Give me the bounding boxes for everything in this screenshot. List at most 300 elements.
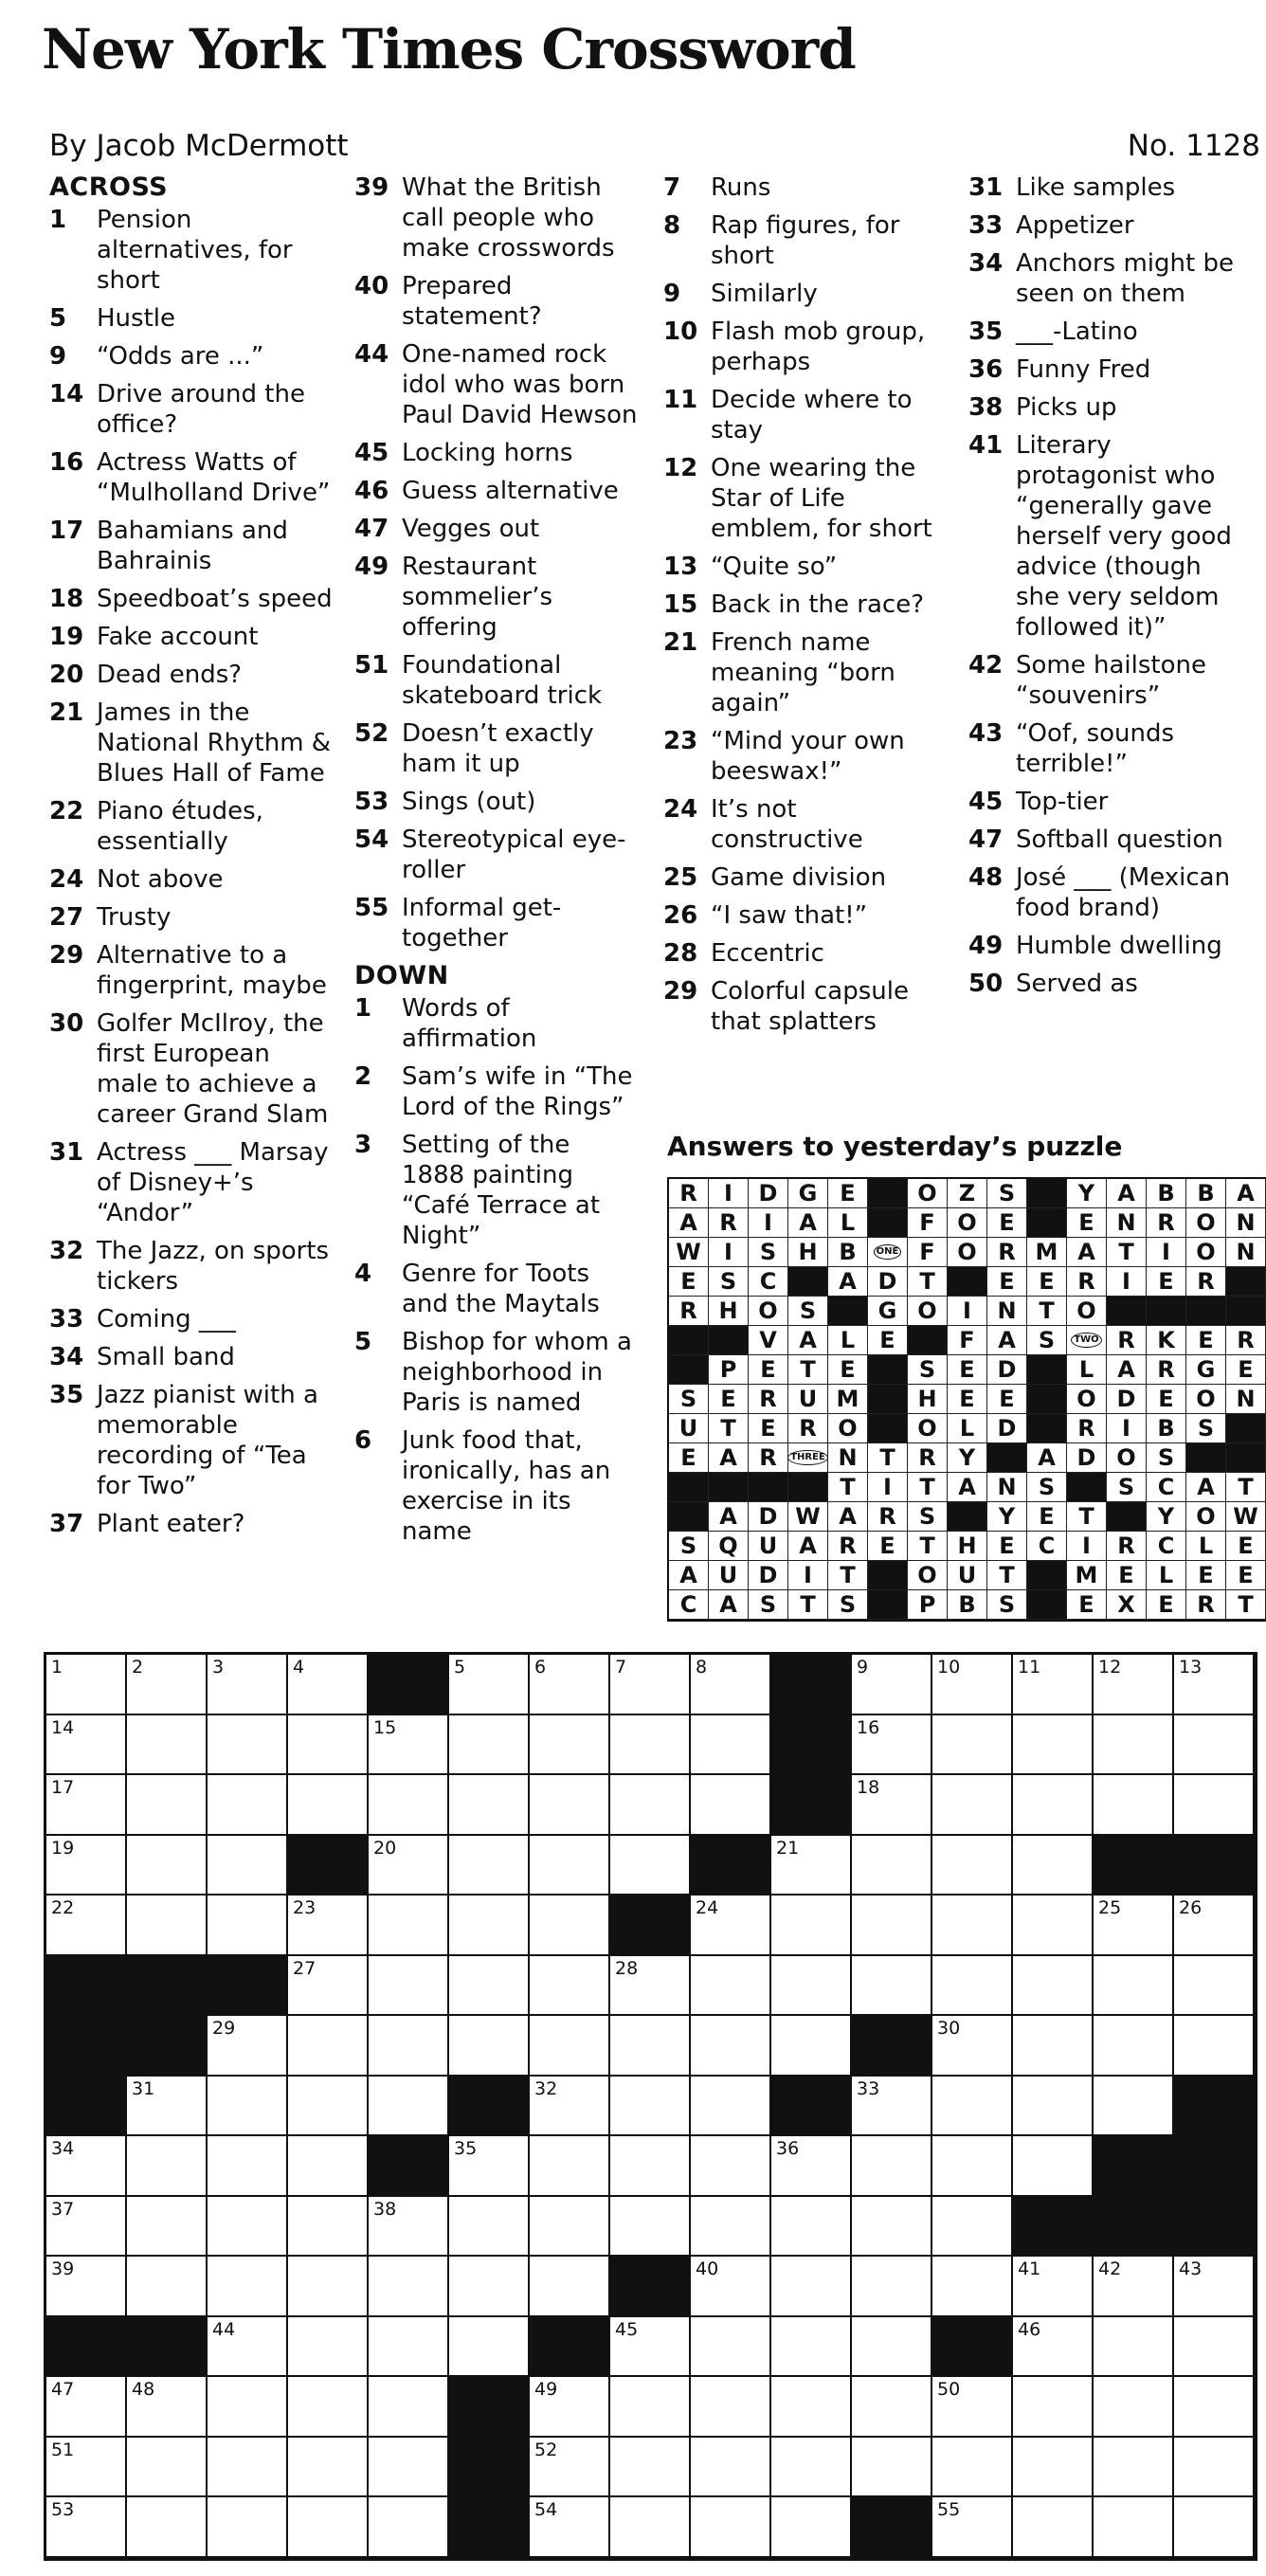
- grid-cell[interactable]: [1013, 2497, 1094, 2558]
- down-clue-41[interactable]: [968, 430, 1253, 643]
- cell-number: 33: [857, 2077, 880, 2099]
- grid-cell[interactable]: [288, 2136, 369, 2197]
- across-clue-17[interactable]: [49, 516, 334, 576]
- grid-cell[interactable]: [288, 2497, 369, 2558]
- grid-cell[interactable]: [1094, 1956, 1174, 2017]
- down-clue-24[interactable]: [663, 794, 948, 855]
- down-clue-42[interactable]: [968, 650, 1253, 711]
- grid-cell[interactable]: [449, 2317, 530, 2378]
- grid-cell[interactable]: [1013, 2317, 1094, 2378]
- down-clue-15[interactable]: [663, 590, 948, 620]
- down-clue-35[interactable]: [968, 317, 1253, 347]
- across-clue-45[interactable]: [354, 438, 639, 468]
- grid-cell[interactable]: [449, 2016, 530, 2077]
- grid-cell[interactable]: [208, 2257, 288, 2317]
- grid-cell[interactable]: [127, 2197, 208, 2258]
- grid-cell[interactable]: [932, 1896, 1013, 1956]
- grid-cell[interactable]: [1174, 1715, 1255, 1776]
- grid-cell[interactable]: [1013, 1715, 1094, 1776]
- grid-cell[interactable]: [369, 1775, 449, 1836]
- grid-cell[interactable]: [610, 1775, 691, 1836]
- grid-cell[interactable]: [691, 2197, 771, 2258]
- grid-cell[interactable]: [127, 2077, 208, 2137]
- grid-cell[interactable]: [932, 1715, 1013, 1776]
- grid-cell[interactable]: [288, 1775, 369, 1836]
- grid-cell[interactable]: [852, 1836, 932, 1896]
- grid-cell[interactable]: [1013, 1836, 1094, 1896]
- across-clue-21[interactable]: [49, 698, 334, 789]
- cell-number: 54: [534, 2499, 558, 2520]
- down-clue-25[interactable]: [663, 862, 948, 893]
- across-clue-37[interactable]: [49, 1509, 334, 1539]
- across-clue-51[interactable]: [354, 650, 639, 711]
- grid-cell[interactable]: [449, 1715, 530, 1776]
- across-clue-9[interactable]: [49, 341, 334, 372]
- grid-cell[interactable]: [127, 2257, 208, 2317]
- grid-cell[interactable]: [369, 2438, 449, 2498]
- grid-cell[interactable]: [852, 1715, 932, 1776]
- across-clue-31[interactable]: [49, 1137, 334, 1228]
- grid-cell[interactable]: [852, 1655, 932, 1715]
- grid-cell[interactable]: [530, 2257, 610, 2317]
- down-clue-45[interactable]: [968, 787, 1253, 817]
- grid-cell[interactable]: [127, 1836, 208, 1896]
- answer-cell: S: [908, 1502, 948, 1532]
- grid-cell[interactable]: [1094, 2077, 1174, 2137]
- grid-cell[interactable]: [852, 2136, 932, 2197]
- grid-cell[interactable]: [127, 2497, 208, 2558]
- grid-cell[interactable]: [369, 2077, 449, 2137]
- across-clue-22[interactable]: [49, 796, 334, 857]
- down-clue-23[interactable]: [663, 726, 948, 787]
- down-clue-2[interactable]: [354, 1061, 639, 1122]
- grid-cell[interactable]: [932, 1775, 1013, 1836]
- down-clue-1[interactable]: [354, 993, 639, 1054]
- grid-cell[interactable]: [46, 2377, 127, 2438]
- answer-cell: T: [828, 1561, 868, 1590]
- grid-cell[interactable]: [1013, 2438, 1094, 2498]
- grid-cell[interactable]: [288, 2077, 369, 2137]
- grid-cell[interactable]: [610, 2377, 691, 2438]
- grid-cell[interactable]: [369, 2197, 449, 2258]
- grid-cell[interactable]: [691, 2377, 771, 2438]
- grid-cell[interactable]: [127, 2377, 208, 2438]
- grid-cell[interactable]: [610, 2016, 691, 2077]
- grid-cell[interactable]: [369, 2377, 449, 2438]
- clue-number: 40: [354, 272, 389, 300]
- clue-text: Doesn’t exactly ham it up: [402, 719, 594, 778]
- grid-cell[interactable]: [46, 2136, 127, 2197]
- grid-cell[interactable]: [449, 1836, 530, 1896]
- grid-cell[interactable]: [1094, 1655, 1174, 1715]
- grid-cell[interactable]: [369, 2497, 449, 2558]
- down-clue-38[interactable]: [968, 392, 1253, 423]
- grid-cell[interactable]: [691, 1896, 771, 1956]
- grid-cell[interactable]: [932, 2257, 1013, 2317]
- grid-cell[interactable]: [530, 2497, 610, 2558]
- down-clue-28[interactable]: [663, 938, 948, 969]
- grid-cell[interactable]: [369, 1715, 449, 1776]
- grid-cell[interactable]: [530, 1896, 610, 1956]
- grid-cell[interactable]: [771, 1836, 852, 1896]
- grid-cell[interactable]: [449, 1956, 530, 2017]
- grid-cell[interactable]: [691, 2497, 771, 2558]
- grid-cell[interactable]: [127, 1655, 208, 1715]
- grid-cell[interactable]: [530, 1956, 610, 2017]
- grid-cell[interactable]: [1174, 1775, 1255, 1836]
- grid-cell[interactable]: [208, 2016, 288, 2077]
- down-clue-26[interactable]: [663, 900, 948, 931]
- down-clue-7[interactable]: [663, 172, 948, 203]
- grid-cell[interactable]: [530, 2016, 610, 2077]
- grid-cell[interactable]: [1174, 2497, 1255, 2558]
- down-clue-6[interactable]: [354, 1425, 639, 1547]
- grid-cell[interactable]: [1013, 1956, 1094, 2017]
- grid-cell[interactable]: [1174, 2317, 1255, 2378]
- grid-cell[interactable]: [208, 2377, 288, 2438]
- grid-cell[interactable]: [771, 2016, 852, 2077]
- grid-cell[interactable]: [1174, 2016, 1255, 2077]
- grid-cell[interactable]: [369, 2257, 449, 2317]
- across-clue-55[interactable]: [354, 893, 639, 953]
- across-clue-27[interactable]: [49, 902, 334, 933]
- across-clue-29[interactable]: [49, 940, 334, 1001]
- grid-cell[interactable]: [288, 2317, 369, 2378]
- across-clue-54[interactable]: [354, 825, 639, 885]
- across-clue-19[interactable]: [49, 622, 334, 652]
- grid-cell[interactable]: [610, 2197, 691, 2258]
- grid-cell[interactable]: [932, 2136, 1013, 2197]
- across-clue-47[interactable]: [354, 514, 639, 544]
- down-clue-43[interactable]: [968, 718, 1253, 779]
- down-clue-34[interactable]: [968, 248, 1253, 309]
- grid-cell[interactable]: [610, 1836, 691, 1896]
- down-clue-49[interactable]: [968, 931, 1253, 961]
- grid-cell[interactable]: [771, 2257, 852, 2317]
- grid-cell[interactable]: [1094, 1896, 1174, 1956]
- grid-cell[interactable]: [691, 2257, 771, 2317]
- grid-cell[interactable]: [46, 1715, 127, 1776]
- grid-cell[interactable]: [1094, 2257, 1174, 2317]
- clue-text: Back in the race?: [711, 590, 924, 619]
- grid-cell[interactable]: [449, 2136, 530, 2197]
- grid-cell[interactable]: [771, 1896, 852, 1956]
- grid-cell[interactable]: [1013, 2077, 1094, 2137]
- grid-cell[interactable]: [932, 1655, 1013, 1715]
- across-clue-5[interactable]: [49, 303, 334, 334]
- grid-cell[interactable]: [1174, 1655, 1255, 1715]
- grid-cell[interactable]: [530, 2136, 610, 2197]
- grid-cell[interactable]: [1094, 2497, 1174, 2558]
- black-square: [610, 2257, 691, 2317]
- down-clue-4[interactable]: [354, 1259, 639, 1319]
- grid-cell[interactable]: [1094, 2438, 1174, 2498]
- grid-cell[interactable]: [127, 2438, 208, 2498]
- grid-cell[interactable]: [1174, 1956, 1255, 2017]
- grid-cell[interactable]: [932, 2197, 1013, 2258]
- answer-cell: R: [908, 1443, 948, 1473]
- grid-cell[interactable]: [771, 2197, 852, 2258]
- clue-text: Literary protagonist who “generally gave herself very good advice (though she very seldom followed it)”: [1016, 431, 1232, 642]
- grid-cell[interactable]: [852, 1956, 932, 2017]
- grid-cell[interactable]: [932, 1836, 1013, 1896]
- clue-text: What the British call people who make crosswords: [402, 173, 615, 263]
- grid-cell[interactable]: [852, 2377, 932, 2438]
- grid-cell[interactable]: [691, 1715, 771, 1776]
- across-clue-46[interactable]: [354, 476, 639, 506]
- down-clue-47[interactable]: [968, 825, 1253, 855]
- grid-cell[interactable]: [208, 2438, 288, 2498]
- grid-cell[interactable]: [208, 1896, 288, 1956]
- down-clue-9[interactable]: [663, 279, 948, 309]
- grid-cell[interactable]: [1094, 2016, 1174, 2077]
- grid-cell[interactable]: [208, 2077, 288, 2137]
- grid-cell[interactable]: [771, 2317, 852, 2378]
- grid-cell[interactable]: [771, 2497, 852, 2558]
- grid-cell[interactable]: [691, 2016, 771, 2077]
- cell-number: 55: [937, 2499, 961, 2520]
- grid-cell[interactable]: [610, 2317, 691, 2378]
- down-clue-11[interactable]: [663, 385, 948, 445]
- answer-cell: E: [868, 1326, 908, 1355]
- grid-cell[interactable]: [369, 2016, 449, 2077]
- answer-cell: T: [987, 1561, 1027, 1590]
- grid-cell[interactable]: [610, 1715, 691, 1776]
- grid-cell[interactable]: [852, 1896, 932, 1956]
- grid-cell[interactable]: [449, 1896, 530, 1956]
- across-clue-34[interactable]: [49, 1342, 334, 1372]
- across-clue-44[interactable]: [354, 339, 639, 430]
- grid-cell[interactable]: [1013, 2016, 1094, 2077]
- grid-cell[interactable]: [369, 1836, 449, 1896]
- answer-cell: Z: [948, 1179, 987, 1208]
- grid-cell[interactable]: [932, 2438, 1013, 2498]
- grid-cell[interactable]: [771, 2377, 852, 2438]
- grid-cell[interactable]: [691, 1775, 771, 1836]
- grid-cell[interactable]: [852, 2257, 932, 2317]
- answer-cell: R: [1067, 1267, 1107, 1297]
- grid-cell[interactable]: [932, 2077, 1013, 2137]
- grid-cell[interactable]: [771, 2438, 852, 2498]
- grid-cell[interactable]: [127, 1775, 208, 1836]
- grid-cell[interactable]: [288, 2377, 369, 2438]
- grid-cell[interactable]: [530, 1655, 610, 1715]
- cell-number: 20: [373, 1837, 397, 1859]
- grid-cell[interactable]: [530, 2077, 610, 2137]
- grid-cell[interactable]: [610, 2077, 691, 2137]
- grid-cell[interactable]: [288, 2016, 369, 2077]
- grid-cell[interactable]: [449, 1775, 530, 1836]
- across-clue-14[interactable]: [49, 379, 334, 440]
- grid-cell[interactable]: [127, 2136, 208, 2197]
- grid-cell[interactable]: [610, 1956, 691, 2017]
- grid-cell[interactable]: [530, 2438, 610, 2498]
- grid-cell[interactable]: [1174, 2257, 1255, 2317]
- grid-cell[interactable]: [530, 1715, 610, 1776]
- down-clue-50[interactable]: [968, 969, 1253, 999]
- grid-cell[interactable]: [449, 2197, 530, 2258]
- grid-cell[interactable]: [369, 1896, 449, 1956]
- across-clue-39[interactable]: [354, 172, 639, 263]
- clue-number: 33: [49, 1305, 84, 1333]
- grid-cell[interactable]: [1174, 2377, 1255, 2438]
- grid-cell[interactable]: [932, 2377, 1013, 2438]
- grid-cell[interactable]: [449, 1655, 530, 1715]
- grid-cell[interactable]: [46, 1836, 127, 1896]
- answer-cell: O: [1186, 1502, 1226, 1532]
- answer-cell: E: [1226, 1561, 1266, 1590]
- answer-black-square: [987, 1443, 1027, 1473]
- grid-cell[interactable]: [369, 2317, 449, 2378]
- cell-number: 34: [51, 2138, 75, 2159]
- down-clue-21[interactable]: [663, 627, 948, 718]
- grid-cell[interactable]: [1013, 1655, 1094, 1715]
- grid-cell[interactable]: [610, 2136, 691, 2197]
- grid-cell[interactable]: [530, 2377, 610, 2438]
- down-clue-48[interactable]: [968, 862, 1253, 923]
- grid-cell[interactable]: [852, 2077, 932, 2137]
- grid-cell[interactable]: [288, 1655, 369, 1715]
- grid-cell[interactable]: [46, 2197, 127, 2258]
- across-clue-30[interactable]: [49, 1008, 334, 1130]
- grid-cell[interactable]: [852, 1775, 932, 1836]
- across-clue-53[interactable]: [354, 787, 639, 817]
- answer-cell: F: [908, 1238, 948, 1267]
- grid-cell[interactable]: [852, 2197, 932, 2258]
- grid-cell[interactable]: [530, 1836, 610, 1896]
- grid-cell[interactable]: [46, 2257, 127, 2317]
- clue-number: 31: [968, 173, 1004, 202]
- grid-cell[interactable]: [530, 1775, 610, 1836]
- down-clue-36[interactable]: [968, 354, 1253, 385]
- grid-cell[interactable]: [1013, 1775, 1094, 1836]
- grid-cell[interactable]: [610, 1655, 691, 1715]
- answer-black-square: [1226, 1414, 1266, 1443]
- clue-text: Actress Watts of “Mulholland Drive”: [97, 448, 331, 507]
- grid-cell[interactable]: [530, 2197, 610, 2258]
- cell-number: 37: [51, 2198, 75, 2220]
- across-clue-40[interactable]: [354, 271, 639, 332]
- grid-cell[interactable]: [127, 1896, 208, 1956]
- grid-cell[interactable]: [46, 1896, 127, 1956]
- grid-cell[interactable]: [691, 2317, 771, 2378]
- grid-cell[interactable]: [771, 1956, 852, 2017]
- down-clue-3[interactable]: [354, 1130, 639, 1251]
- answer-black-square: [1027, 1385, 1067, 1414]
- across-clue-33[interactable]: [49, 1304, 334, 1334]
- grid-cell[interactable]: [449, 2257, 530, 2317]
- grid-cell[interactable]: [691, 2077, 771, 2137]
- grid-cell[interactable]: [1094, 2317, 1174, 2378]
- grid-cell[interactable]: [691, 2136, 771, 2197]
- answer-cell: F: [908, 1208, 948, 1238]
- clue-text: Fake account: [97, 623, 259, 651]
- grid-cell[interactable]: [1013, 2377, 1094, 2438]
- grid-cell[interactable]: [691, 2438, 771, 2498]
- clue-number: 1: [49, 206, 67, 234]
- grid-cell[interactable]: [46, 1775, 127, 1836]
- grid-cell[interactable]: [46, 2438, 127, 2498]
- grid-cell[interactable]: [1094, 2377, 1174, 2438]
- answer-cell: X: [1107, 1590, 1147, 1620]
- grid-cell[interactable]: [691, 1956, 771, 2017]
- across-clue-16[interactable]: [49, 447, 334, 508]
- grid-cell[interactable]: [208, 2317, 288, 2378]
- grid-cell[interactable]: [771, 2136, 852, 2197]
- down-clue-8[interactable]: [663, 210, 948, 271]
- across-clue-20[interactable]: [49, 660, 334, 690]
- grid-cell[interactable]: [208, 1836, 288, 1896]
- grid-cell[interactable]: [46, 2497, 127, 2558]
- answer-cell: O: [1186, 1208, 1226, 1238]
- grid-cell[interactable]: [1094, 1775, 1174, 1836]
- grid-cell[interactable]: [932, 2497, 1013, 2558]
- grid-cell[interactable]: [288, 2438, 369, 2498]
- grid-cell[interactable]: [610, 2497, 691, 2558]
- across-clue-18[interactable]: [49, 584, 334, 614]
- black-square: [1013, 2197, 1094, 2258]
- grid-cell[interactable]: [369, 1956, 449, 2017]
- grid-cell[interactable]: [852, 2438, 932, 2498]
- down-clue-12[interactable]: [663, 453, 948, 544]
- grid-cell[interactable]: [932, 2016, 1013, 2077]
- grid-cell[interactable]: [288, 1896, 369, 1956]
- grid-cell[interactable]: [1013, 1896, 1094, 1956]
- grid-cell[interactable]: [288, 2257, 369, 2317]
- grid-cell[interactable]: [208, 1655, 288, 1715]
- grid-cell[interactable]: [208, 2136, 288, 2197]
- grid-cell[interactable]: [932, 1956, 1013, 2017]
- across-clue-32[interactable]: [49, 1236, 334, 1297]
- down-clue-33[interactable]: [968, 210, 1253, 241]
- grid-cell[interactable]: [852, 2317, 932, 2378]
- grid-cell[interactable]: [208, 1775, 288, 1836]
- clue-text: Anchors might be seen on them: [1016, 249, 1234, 308]
- cell-number: 15: [373, 1716, 397, 1738]
- clue-text: Humble dwelling: [1016, 932, 1222, 960]
- down-clue-5[interactable]: [354, 1327, 639, 1418]
- across-clue-35[interactable]: [49, 1380, 334, 1501]
- grid-cell[interactable]: [288, 2197, 369, 2258]
- grid-cell[interactable]: [288, 1715, 369, 1776]
- grid-cell[interactable]: [127, 1715, 208, 1776]
- grid-cell[interactable]: [46, 1655, 127, 1715]
- across-clue-1[interactable]: [49, 205, 334, 296]
- down-clue-29[interactable]: [663, 976, 948, 1037]
- answer-black-square: [1027, 1590, 1067, 1620]
- clue-text: Stereotypical eye-roller: [402, 825, 626, 884]
- across-clue-49[interactable]: [354, 552, 639, 643]
- down-clue-10[interactable]: [663, 317, 948, 377]
- grid-cell[interactable]: [691, 1655, 771, 1715]
- grid-cell[interactable]: [1174, 1896, 1255, 1956]
- grid-cell[interactable]: [1013, 2136, 1094, 2197]
- grid-cell[interactable]: [1013, 2257, 1094, 2317]
- grid-cell[interactable]: [288, 1956, 369, 2017]
- grid-cell[interactable]: [208, 2197, 288, 2258]
- grid-cell[interactable]: [610, 2438, 691, 2498]
- down-clue-31[interactable]: [968, 172, 1253, 203]
- grid-cell[interactable]: [1174, 2438, 1255, 2498]
- grid-cell[interactable]: [1094, 1715, 1174, 1776]
- across-clue-52[interactable]: [354, 718, 639, 779]
- grid-cell[interactable]: [208, 1715, 288, 1776]
- down-clue-13[interactable]: [663, 552, 948, 582]
- across-clue-24[interactable]: [49, 864, 334, 895]
- answer-cell: I: [709, 1179, 749, 1208]
- grid-cell[interactable]: [208, 2497, 288, 2558]
- answer-cell: T: [1226, 1473, 1266, 1502]
